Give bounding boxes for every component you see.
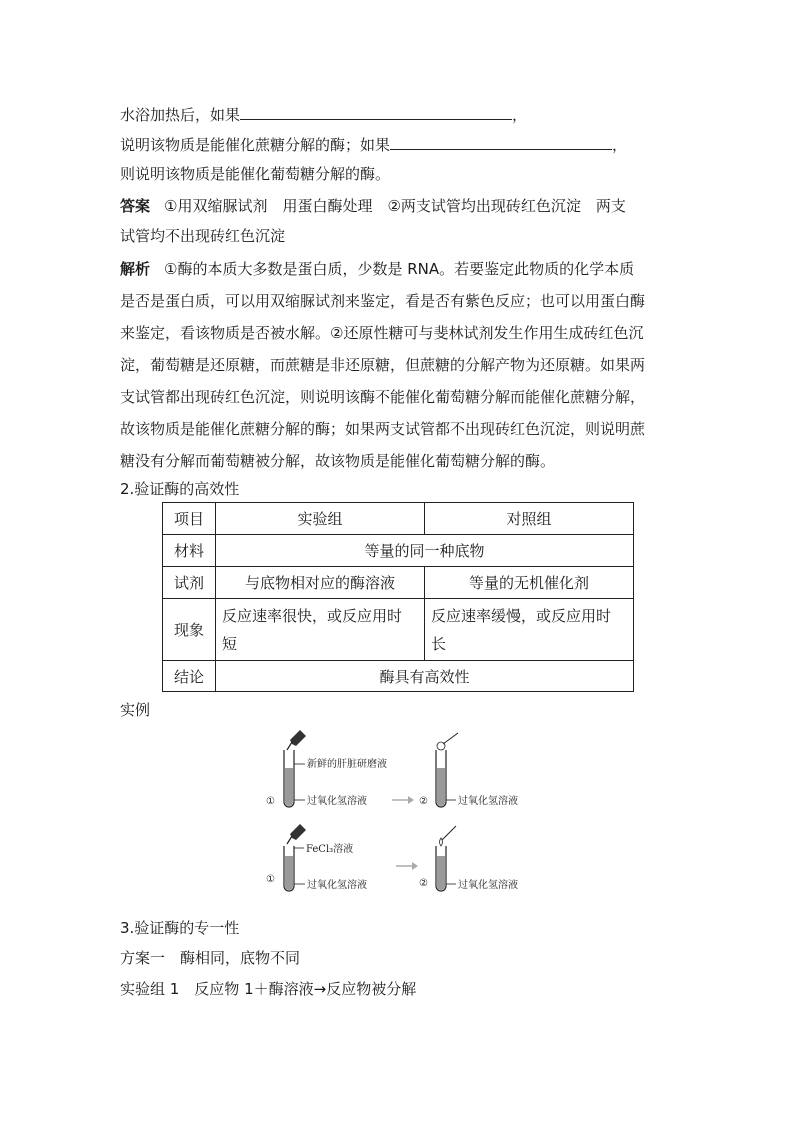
table-row-phenomenon xyxy=(163,599,634,661)
svg-text:过氧化氢溶液: 过氧化氢溶液 xyxy=(307,880,367,891)
analysis-line-4: 淀，葡萄糖是还原糖，而蔗糖是非还原糖，但蔗糖的分解产物为还原糖。如果两 xyxy=(120,356,646,374)
dropper-icon xyxy=(287,824,306,844)
svg-text:过氧化氢溶液: 过氧化氢溶液 xyxy=(458,880,518,891)
table-cell: 反应速率很快，或反应用时 短 xyxy=(216,599,425,661)
answer-label: 答案 xyxy=(120,197,151,215)
answer-line-1: 答案 ①用双缩脲试剂 用蛋白酶处理 ②两支试管均出现砖红色沉淀 两支 xyxy=(120,197,626,215)
table-cell: 结论 xyxy=(163,661,216,692)
svg-text:①: ① xyxy=(266,874,275,885)
analysis-line-3: 来鉴定，看该物质是否被水解。②还原性糖可与斐林试剂发生作用生成砖红色沉 xyxy=(120,324,644,342)
table-cell: 项目 xyxy=(163,503,216,535)
dropper-icon xyxy=(287,730,306,750)
analysis-line-7: 糖没有分解而葡萄糖被分解，故该物质是能催化葡萄糖分解的酶。 xyxy=(120,452,556,470)
svg-text:新鲜的肝脏研磨液: 新鲜的肝脏研磨液 xyxy=(307,759,387,770)
svg-text:②: ② xyxy=(419,796,428,807)
experiment-figure xyxy=(260,728,560,898)
table-cell: 等量的同一种底物 xyxy=(216,535,634,567)
svg-text:FeCl₃溶液: FeCl₃溶液 xyxy=(306,844,354,855)
svg-text:过氧化氢溶液: 过氧化氢溶液 xyxy=(307,796,367,807)
test-tube-icon xyxy=(284,846,294,891)
analysis-line-6: 故该物质是能催化蔗糖分解的酶；如果两支试管都不出现砖红色沉淀，则说明蔗 xyxy=(120,420,646,438)
section-3-title: 3.验证酶的专一性 xyxy=(120,919,240,937)
table-cell: 与底物相对应的酶溶液 xyxy=(216,567,425,599)
table-cell: 对照组 xyxy=(425,503,634,535)
question-line-2: 说明该物质是能催化蔗糖分解的酶；如果 ， xyxy=(120,136,628,154)
efficiency-table xyxy=(162,502,634,692)
question-line-3: 则说明该物质是能催化葡萄糖分解的酶。 xyxy=(120,165,391,183)
table-cell: 现象 xyxy=(163,599,216,661)
svg-text:②: ② xyxy=(419,878,428,889)
svg-text:①: ① xyxy=(266,796,275,807)
table-cell: 反应速率缓慢，或反应用时 长 xyxy=(425,599,634,661)
analysis-label: 解析 xyxy=(120,260,151,278)
test-tube-icon xyxy=(436,742,446,807)
analysis-line-1: 解析 ①酶的本质大多数是蛋白质，少数是 RNA。若要鉴定此物质的化学本质 xyxy=(120,260,635,278)
arrow-icon xyxy=(392,796,414,804)
answer-blank-2 xyxy=(390,134,612,150)
splint-icon xyxy=(443,733,458,744)
table-cell: 试剂 xyxy=(163,567,216,599)
table-cell: 实验组 xyxy=(216,503,425,535)
question-line-1: 水浴加热后，如果 ， xyxy=(120,106,528,124)
example-label: 实例 xyxy=(120,701,151,719)
table-row-header xyxy=(163,503,634,535)
arrow-icon xyxy=(396,862,418,870)
table-row-reagent xyxy=(163,567,634,599)
table-row-conclusion xyxy=(163,661,634,692)
test-tube-icon xyxy=(284,750,294,807)
analysis-line-5: 支试管都出现砖红色沉淀，则说明该酶不能催化葡萄糖分解而能催化蔗糖分解， xyxy=(120,388,646,406)
analysis-line-2: 是否是蛋白质，可以用双缩脲试剂来鉴定，看是否有紫色反应；也可以用蛋白酶 xyxy=(120,292,646,310)
table-cell: 等量的无机催化剂 xyxy=(425,567,634,599)
test-tube-icon xyxy=(436,838,446,891)
plan-1-line: 方案一 酶相同，底物不同 xyxy=(120,949,301,967)
svg-text:过氧化氢溶液: 过氧化氢溶液 xyxy=(458,796,518,807)
answer-blank-1 xyxy=(240,104,512,120)
table-row-material xyxy=(163,535,634,567)
table-cell: 酶具有高效性 xyxy=(216,661,634,692)
table-cell: 材料 xyxy=(163,535,216,567)
answer-line-2: 试管均不出现砖红色沉淀 xyxy=(120,227,286,245)
splint-icon xyxy=(442,826,456,840)
section-2-title: 2.验证酶的高效性 xyxy=(120,480,240,498)
experiment-group-1-line: 实验组 1 反应物 1＋酶溶液→反应物被分解 xyxy=(120,980,417,998)
